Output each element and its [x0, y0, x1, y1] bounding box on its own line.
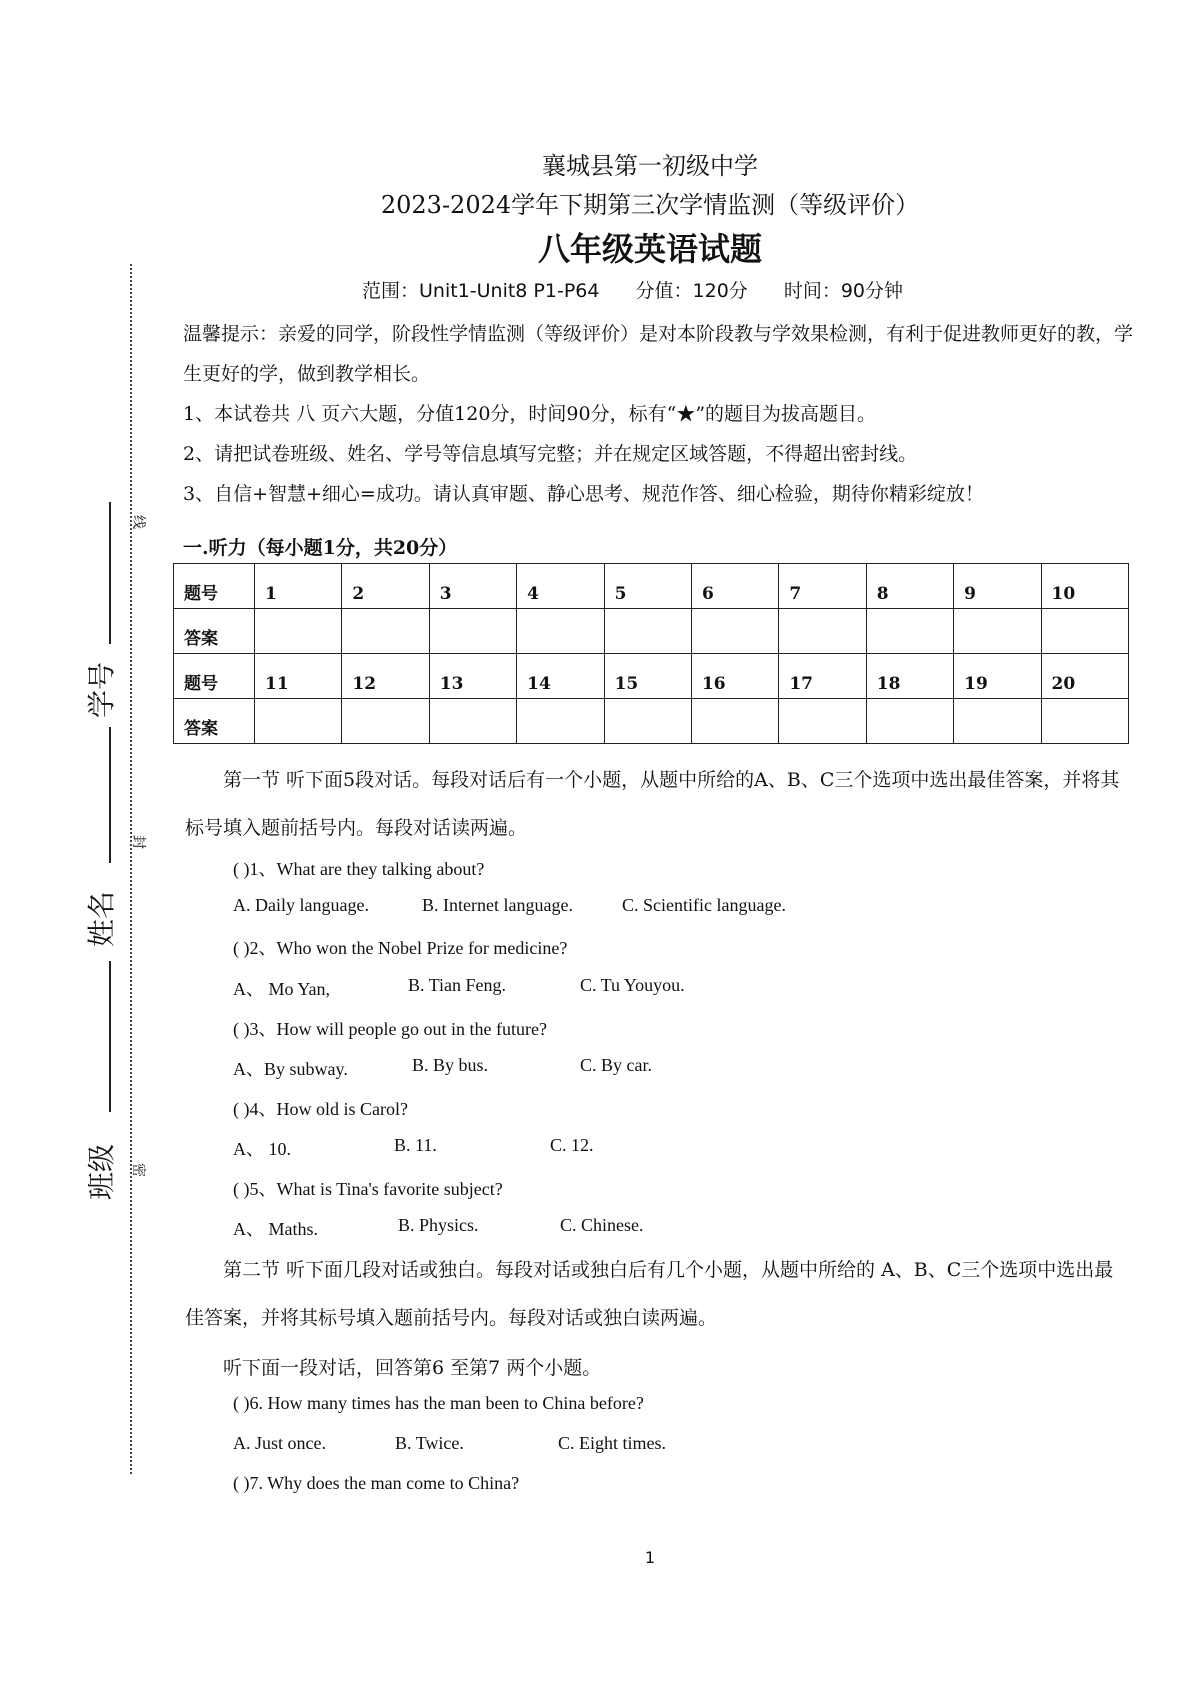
answer-cell[interactable] [429, 609, 516, 654]
answer-cell[interactable] [255, 609, 342, 654]
question-7: ( )7. Why does the man come to China? [233, 1473, 520, 1493]
tip-2: 2、请把试卷班级、姓名、学号等信息填写完整；并在规定区域答题，不得超出密封线。 [183, 443, 918, 465]
student-id-label: 学号 [85, 661, 118, 718]
option-a: A、By subway. [233, 1059, 348, 1079]
name-label: 姓名 [85, 890, 118, 947]
question-number: 6 [691, 564, 778, 609]
answer-cell[interactable] [866, 699, 953, 744]
question-number: 13 [429, 654, 516, 699]
question-number: 20 [1041, 654, 1128, 699]
question-number: 4 [517, 564, 604, 609]
question-4: ( )4、How old is Carol? [233, 1099, 408, 1119]
question-number: 2 [342, 564, 429, 609]
answer-cell[interactable] [604, 609, 691, 654]
student-id-blank-upper[interactable] [109, 502, 111, 644]
tip-1: 1、本试卷共 八 页六大题，分值120分，时间90分，标有“★”的题目为拔高题目。 [183, 403, 877, 425]
part1-intro: 第一节 听下面5段对话。每段对话后有一个小题，从题中所给的A、B、C三个选项中选出最佳答案，并将其标号填入题前括号内。每段对话读两遍。 [185, 769, 1120, 839]
answer-cell[interactable] [954, 609, 1041, 654]
answer-cell[interactable] [517, 699, 604, 744]
page-number: 1 [644, 1548, 656, 1567]
option-a: A、 10. [233, 1139, 291, 1159]
question-number: 1 [255, 564, 342, 609]
name-blank[interactable] [109, 961, 111, 1112]
answer-table-row [174, 654, 1129, 699]
option-b: B. By bus. [412, 1055, 489, 1075]
question-6: ( )6. How many times has the man been to China before? [233, 1393, 644, 1413]
answer-label: 答案 [174, 609, 255, 654]
question-3: ( )3、How will people go out in the future? [233, 1019, 547, 1039]
seal-mark-feng: 封 [130, 835, 146, 849]
question-number: 15 [604, 654, 691, 699]
option-c: C. By car. [580, 1055, 652, 1075]
question-5: ( )5、What is Tina's favorite subject? [233, 1179, 503, 1199]
question-number: 16 [691, 654, 778, 699]
student-id-blank[interactable] [109, 727, 111, 863]
tip-intro: 温馨提示：亲爱的同学，阶段性学情监测（等级评价）是对本阶段教与学效果检测，有利于促进教师更好的教，学生更好的学，做到教学相长。 [183, 323, 1134, 385]
answer-cell[interactable] [517, 609, 604, 654]
answer-cell[interactable] [1041, 609, 1128, 654]
option-b: B. 11. [394, 1135, 437, 1155]
exam-subtitle: 2023-2024学年下期第三次学情监测（等级评价） [380, 191, 920, 219]
option-b: B. Twice. [395, 1433, 464, 1453]
exam-scope: 范围：Unit1-Unit8 P1-P64 [362, 280, 600, 302]
option-a: A、 Maths. [233, 1219, 318, 1239]
answer-cell[interactable] [779, 609, 866, 654]
exam-score: 分值：120分 [635, 280, 748, 302]
part2-subintro: 听下面一段对话，回答第6 至第7 两个小题。 [223, 1357, 602, 1379]
question-number: 8 [866, 564, 953, 609]
answer-cell[interactable] [691, 609, 778, 654]
option-b: B. Internet language. [422, 895, 573, 915]
question-number: 17 [779, 654, 866, 699]
option-c: C. Scientific language. [622, 895, 786, 915]
question-number: 11 [255, 654, 342, 699]
question-number: 10 [1041, 564, 1128, 609]
number-label: 题号 [174, 564, 255, 609]
answer-cell[interactable] [779, 699, 866, 744]
section-heading-listening: 一.听力（每小题1分，共20分） [183, 537, 458, 559]
question-number: 12 [342, 654, 429, 699]
exam-title: 八年级英语试题 [537, 230, 762, 268]
answer-table-row [174, 609, 1129, 654]
exam-meta [362, 276, 933, 303]
answer-label: 答案 [174, 699, 255, 744]
option-c: C. Chinese. [560, 1215, 644, 1235]
answer-cell[interactable] [255, 699, 342, 744]
seal-mark-xian: 线 [130, 515, 146, 529]
part2-intro: 第二节 听下面几段对话或独白。每段对话或独白后有几个小题，从题中所给的 A、B、C三个选项中选出最佳答案，并将其标号填入题前括号内。每段对话或独白读两遍。 [185, 1259, 1114, 1329]
question-number: 19 [954, 654, 1041, 699]
seal-mark-mi: 密 [130, 1163, 146, 1177]
seal-line [130, 264, 132, 1474]
question-number: 9 [954, 564, 1041, 609]
answer-cell[interactable] [429, 699, 516, 744]
question-number: 7 [779, 564, 866, 609]
option-a: A、 Mo Yan, [233, 979, 331, 999]
answer-cell[interactable] [604, 699, 691, 744]
class-label: 班级 [85, 1143, 118, 1200]
answer-table [173, 563, 1129, 744]
exam-time: 时间：90分钟 [783, 280, 904, 302]
question-number: 3 [429, 564, 516, 609]
question-number: 18 [866, 654, 953, 699]
option-b: B. Tian Feng. [408, 975, 507, 995]
answer-table-row [174, 564, 1129, 609]
answer-cell[interactable] [1041, 699, 1128, 744]
number-label: 题号 [174, 654, 255, 699]
question-1: ( )1、What are they talking about? [233, 859, 485, 879]
answer-cell[interactable] [342, 609, 429, 654]
question-number: 5 [604, 564, 691, 609]
answer-cell[interactable] [866, 609, 953, 654]
option-b: B. Physics. [398, 1215, 479, 1235]
school-name: 襄城县第一初级中学 [542, 152, 758, 180]
answer-cell[interactable] [691, 699, 778, 744]
tip-3: 3、自信+智慧+细心=成功。请认真审题、静心思考、规范作答、细心检验，期待你精彩绽放！ [183, 483, 984, 505]
answer-cell[interactable] [954, 699, 1041, 744]
option-a: A. Just once. [233, 1433, 326, 1453]
option-c: C. Eight times. [558, 1433, 666, 1453]
answer-cell[interactable] [342, 699, 429, 744]
question-2: ( )2、Who won the Nobel Prize for medicine? [233, 938, 568, 958]
answer-table-row [174, 699, 1129, 744]
option-c: C. 12. [550, 1135, 594, 1155]
question-number: 14 [517, 654, 604, 699]
option-a: A. Daily language. [233, 895, 369, 915]
option-c: C. Tu Youyou. [580, 975, 685, 995]
